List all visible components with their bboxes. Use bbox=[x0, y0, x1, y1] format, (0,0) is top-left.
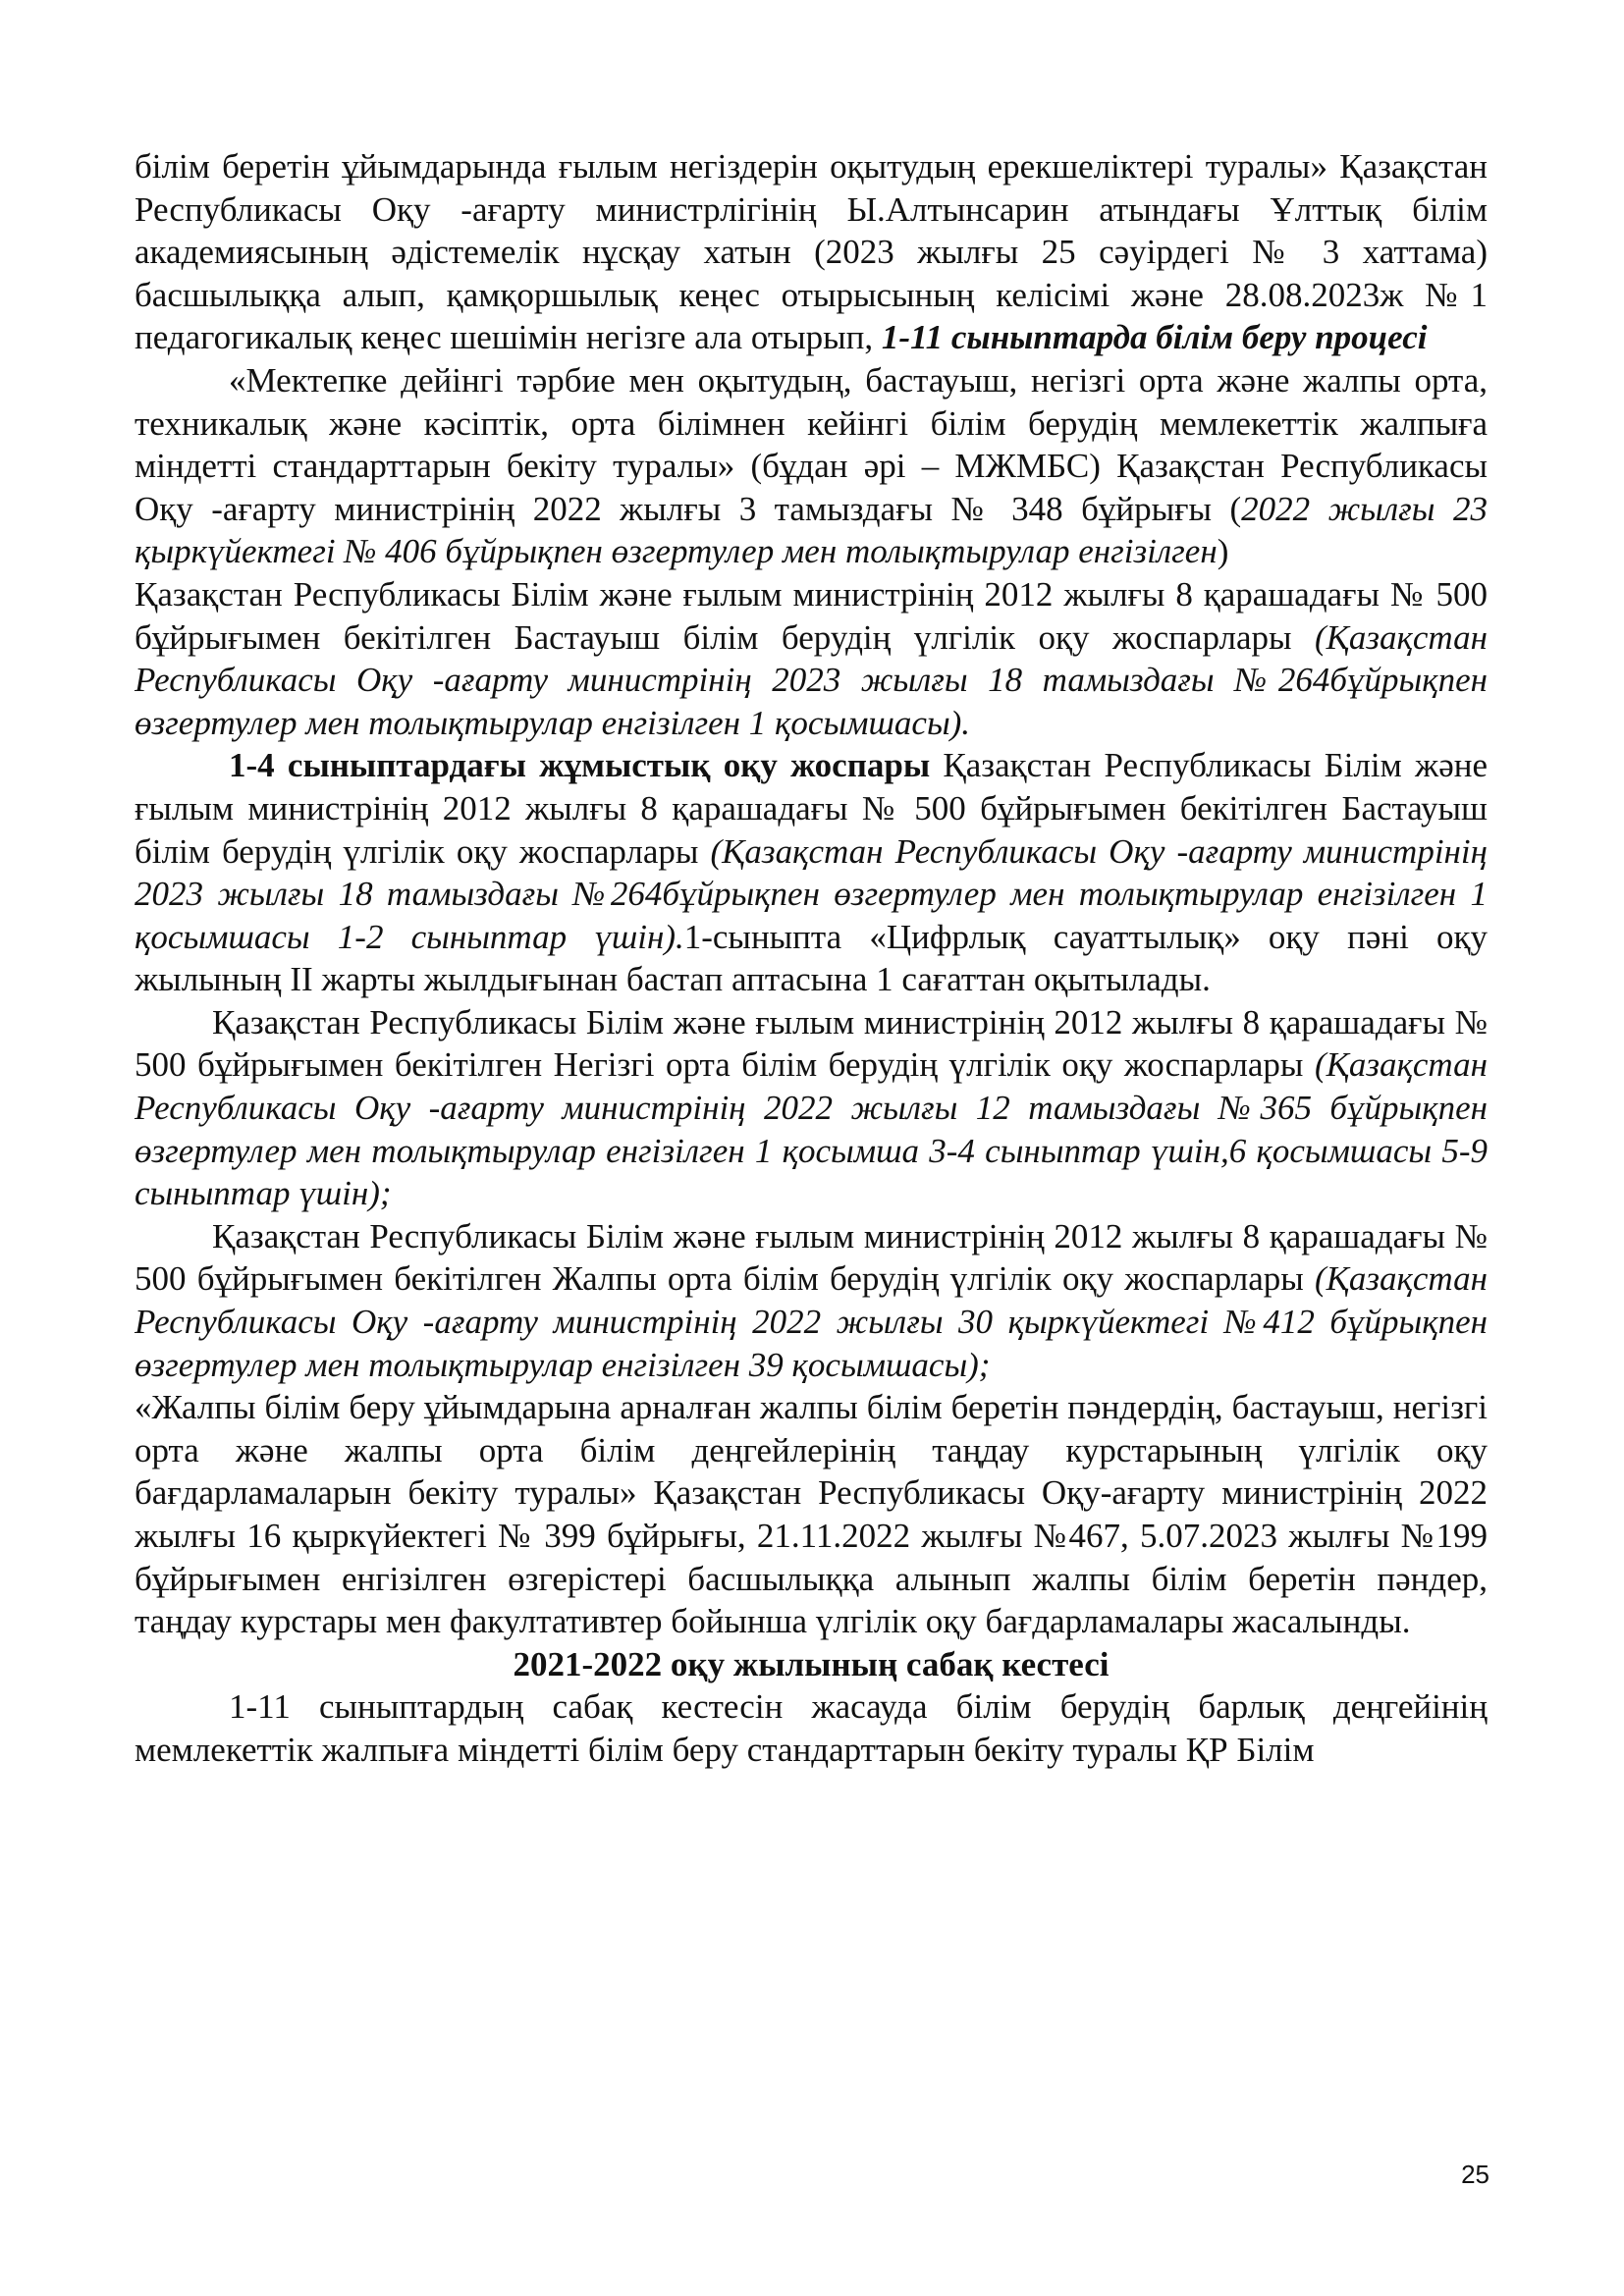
paragraph-7 bbox=[135, 1386, 1488, 1643]
paragraph-1-text: білім беретін ұйымдарында ғылым негіздерін оқытудың ерекшеліктері туралы» Қазақстан Республикасы Оқу -ағарту министрлігінің Ы.Алтынсарин атындағы Ұлттық білім академиясының әдістемелік нұсқау хатын (2023 жылғы 25 сәуірдегі № 3 хаттама) басшылыққа алып, қамқоршылық кеңес отырысының келісімі және 28.08.2023ж №1 педагогикалық кеңес шешімін негізге ала отырып, bbox=[135, 147, 1488, 357]
paragraph-4-italic: (Қазақстан Республикасы Оқу -ағарту министрінің 2023 жылғы 18 тамыздағы №264бұйрықпен өзгертулер мен толықтырулар енгізілген 1 қосымшасы 1-2 сыныптар үшін). bbox=[135, 831, 1488, 956]
paragraph-2 bbox=[135, 359, 1488, 573]
paragraph-8 bbox=[135, 1685, 1488, 1771]
paragraph-5-text: Қазақстан Республикасы Білім және ғылым министрінің 2012 жылғы 8 қарашадағы № 500 бұйрығымен бекітілген Негізгі орта білім берудің үлгілік оқу жоспарлары bbox=[135, 1002, 1488, 1085]
paragraph-5-italic: (Қазақстан Республикасы Оқу -ағарту министрінің 2022 жылғы 12 тамыздағы №365 бұйрықпен өзгертулер мен толықтырулар енгізілген 1 қосымша 3-4 сыныптар үшін,6 қосымшасы 5-9 сыныптар үшін); bbox=[135, 1045, 1488, 1213]
paragraph-7-text: «Жалпы білім беру ұйымдарына арналған жалпы білім беретін пәндердің, бастауыш, негізгі орта және жалпы орта білім деңгейлерінің таңдау курстарының үлгілік оқу бағдарламаларын бекіту туралы» Қазақстан Республикасы Оқу-ағарту министрінің 2022 жылғы 16 қыркүйектегі № 399 бұйрығы, 21.11.2022 жылғы №467, 5.07.2023 жылғы №199 бұйрығымен енгізілген өзгерістері басшылыққа алынып жалпы білім беретін пәндер, таңдау курстары мен факултативтер бойынша үлгілік оқу бағдарламалары жасалынды. bbox=[135, 1388, 1488, 1641]
paragraph-6-text: Қазақстан Республикасы Білім және ғылым министрінің 2012 жылғы 8 қарашадағы № 500 бұйрығымен бекітілген Жалпы орта білім берудің үлгілік оқу жоспарлары bbox=[135, 1216, 1488, 1299]
paragraph-1 bbox=[135, 145, 1488, 359]
paragraph-3-text: Қазақстан Республикасы Білім және ғылым министрінің 2012 жылғы 8 қарашадағы № 500 бұйрығымен бекітілген Бастауыш білім берудің үлгілік оқу жоспарлары bbox=[135, 574, 1488, 657]
paragraph-6-italic: (Қазақстан Республикасы Оқу -ағарту министрінің 2022 жылғы 30 қыркүйектегі №412 бұйрықпен өзгертулер мен толықтырулар енгізілген 39 қосымшасы); bbox=[135, 1259, 1488, 1384]
paragraph-2-text: «Мектепке дейінгі тәрбие мен оқытудың, бастауыш, негізгі орта және жалпы орта, техникалық және кәсіптік, орта білімнен кейінгі білім берудің мемлекеттік жалпыға міндетті стандарттарын бекіту туралы» (бұдан әрі – МЖМБС) Қазақстан Республикасы Оқу -ағарту министрінің 2022 жылғы 3 тамыздағы № 348 бұйрығы ( bbox=[135, 360, 1488, 528]
paragraph-5 bbox=[135, 1001, 1488, 1215]
paragraph-3 bbox=[135, 573, 1488, 744]
paragraph-8-text: 1-11 сыныптардың сабақ кестесін жасауда білім берудің барлық деңгейінің мемлекеттік жалпыға міндетті білім беру стандарттарын бекіту туралы ҚР Білім bbox=[135, 1687, 1488, 1769]
paragraph-3-italic: (Қазақстан Республикасы Оқу -ағарту министрінің 2023 жылғы 18 тамыздағы №264бұйрықпен өзгертулер мен толықтырулар енгізілген 1 қосымшасы). bbox=[135, 617, 1488, 742]
paragraph-4-text: Қазақстан Республикасы Білім және ғылым министрінің 2012 жылғы 8 қарашадағы № 500 бұйрығымен бекітілген Бастауыш білім берудің үлгілік оқу жоспарлары bbox=[135, 746, 1488, 871]
paragraph-1-emphasis: 1-11 сыныптарда білім беру процесі bbox=[881, 318, 1428, 357]
paragraph-4-end: 1-сыныпта «Цифрлық сауаттылық» оқу пәні оқу жылының ІІ жарты жылдығынан бастап аптасына 1 сағаттан оқытылады. bbox=[135, 917, 1488, 999]
paragraph-2-end: ) bbox=[1217, 532, 1229, 571]
paragraph-4-bold: 1-4 сыныптардағы жұмыстық оқу жоспары bbox=[229, 746, 931, 785]
paragraph-4 bbox=[135, 744, 1488, 1001]
paragraph-6 bbox=[135, 1215, 1488, 1386]
page-number: 25 bbox=[1461, 2160, 1489, 2189]
document-page bbox=[135, 145, 1488, 1772]
section-heading: 2021-2022 оқу жылының сабақ кестесі bbox=[513, 1644, 1110, 1683]
paragraph-2-italic: 2022 жылғы 23 қыркүйектегі № 406 бұйрықпен өзгертулер мен толықтырулар енгізілген bbox=[135, 489, 1488, 571]
